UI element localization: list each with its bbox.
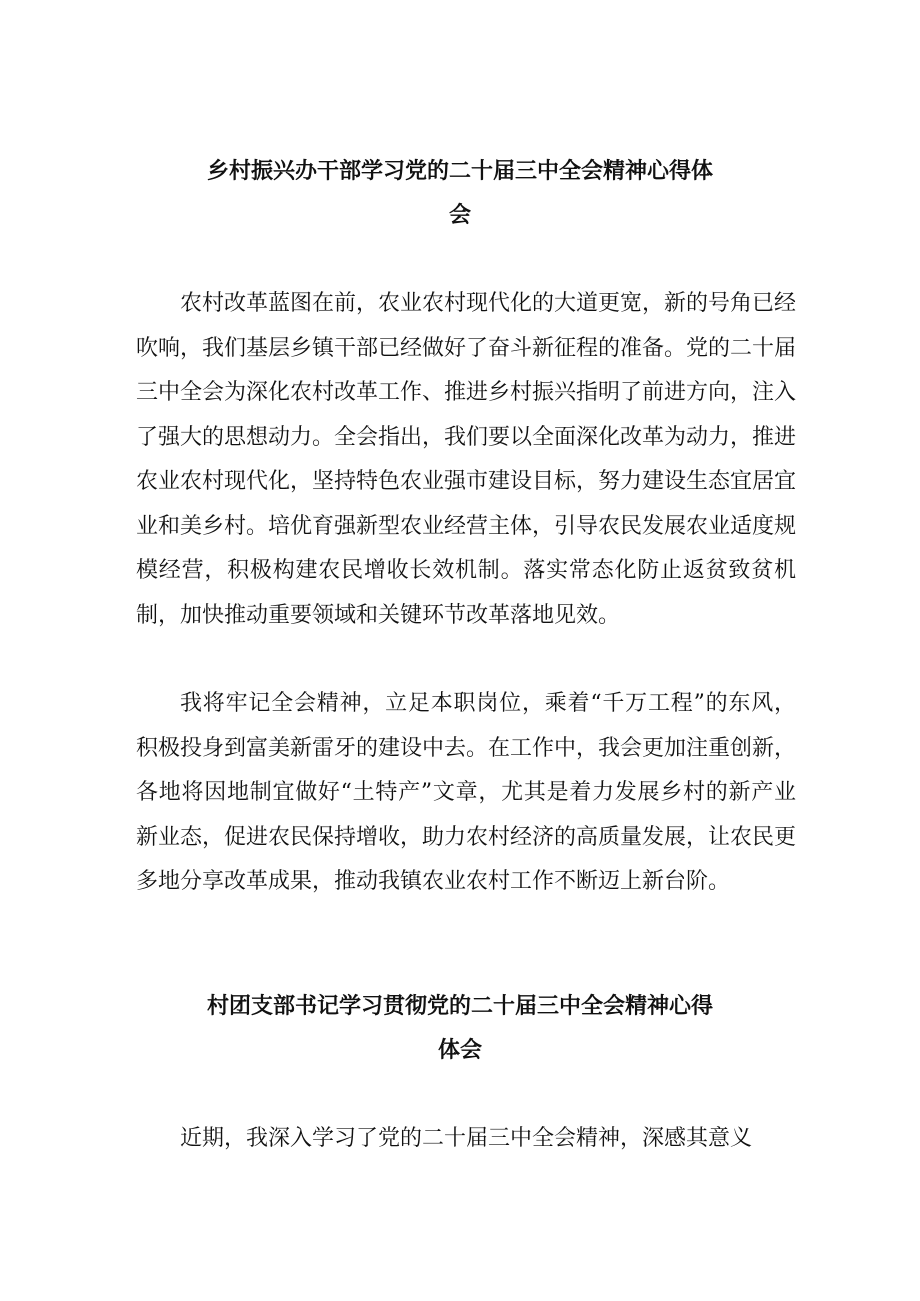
article-2-title-line-1: 村团支部书记学习贯彻党的二十届三中全会精神心得 [206,994,713,1019]
article-1-paragraph-1: 农村改革蓝图在前，农业农村现代化的大道更宽，新的号角已经吹响，我们基层乡镇干部已经做好了奋斗新征程的准备。党的二十届三中全会为深化农村改革工作、推进乡村振兴指明了前进方向，注入了强大的思想动力。全会指出，我们要以全面深化改革为动力，推进农业农村现代化，坚持特色农业强市建设目标，努力建设生态宜居宜业和美乡村。培优育强新型农业经营主体，引导农民发展农业适度规模经营，积极构建农民增收长效机制。落实常态化防止返贫致贫机制，加快推动重要领域和关键环节改革落地见效。 [136,291,797,628]
article-2-paragraph-1: 近期，我深入学习了党的二十届三中全会精神，深感其意义 [180,1126,753,1151]
article-1-title-line-2: 会 [448,203,471,228]
article-1-paragraph-2: 我将牢记全会精神，立足本职岗位，乘着“千万工程”的东风，积极投身到富美新雷牙的建设中去。在工作中，我会更加注重创新，各地将因地制宜做好“土特产”文章，尤其是着力发展乡村的新产业新业态，促进农民保持增收，助力农村经济的高质量发展，让农民更多地分享改革成果，推动我镇农业农村工作不断迈上新台阶。 [136,691,797,894]
article-1-title [130,150,790,238]
article-2-title [130,985,790,1073]
article-2-title-line-2: 体会 [437,1038,482,1063]
article-1-title-line-1: 乡村振兴办干部学习党的二十届三中全会精神心得体 [206,159,713,184]
